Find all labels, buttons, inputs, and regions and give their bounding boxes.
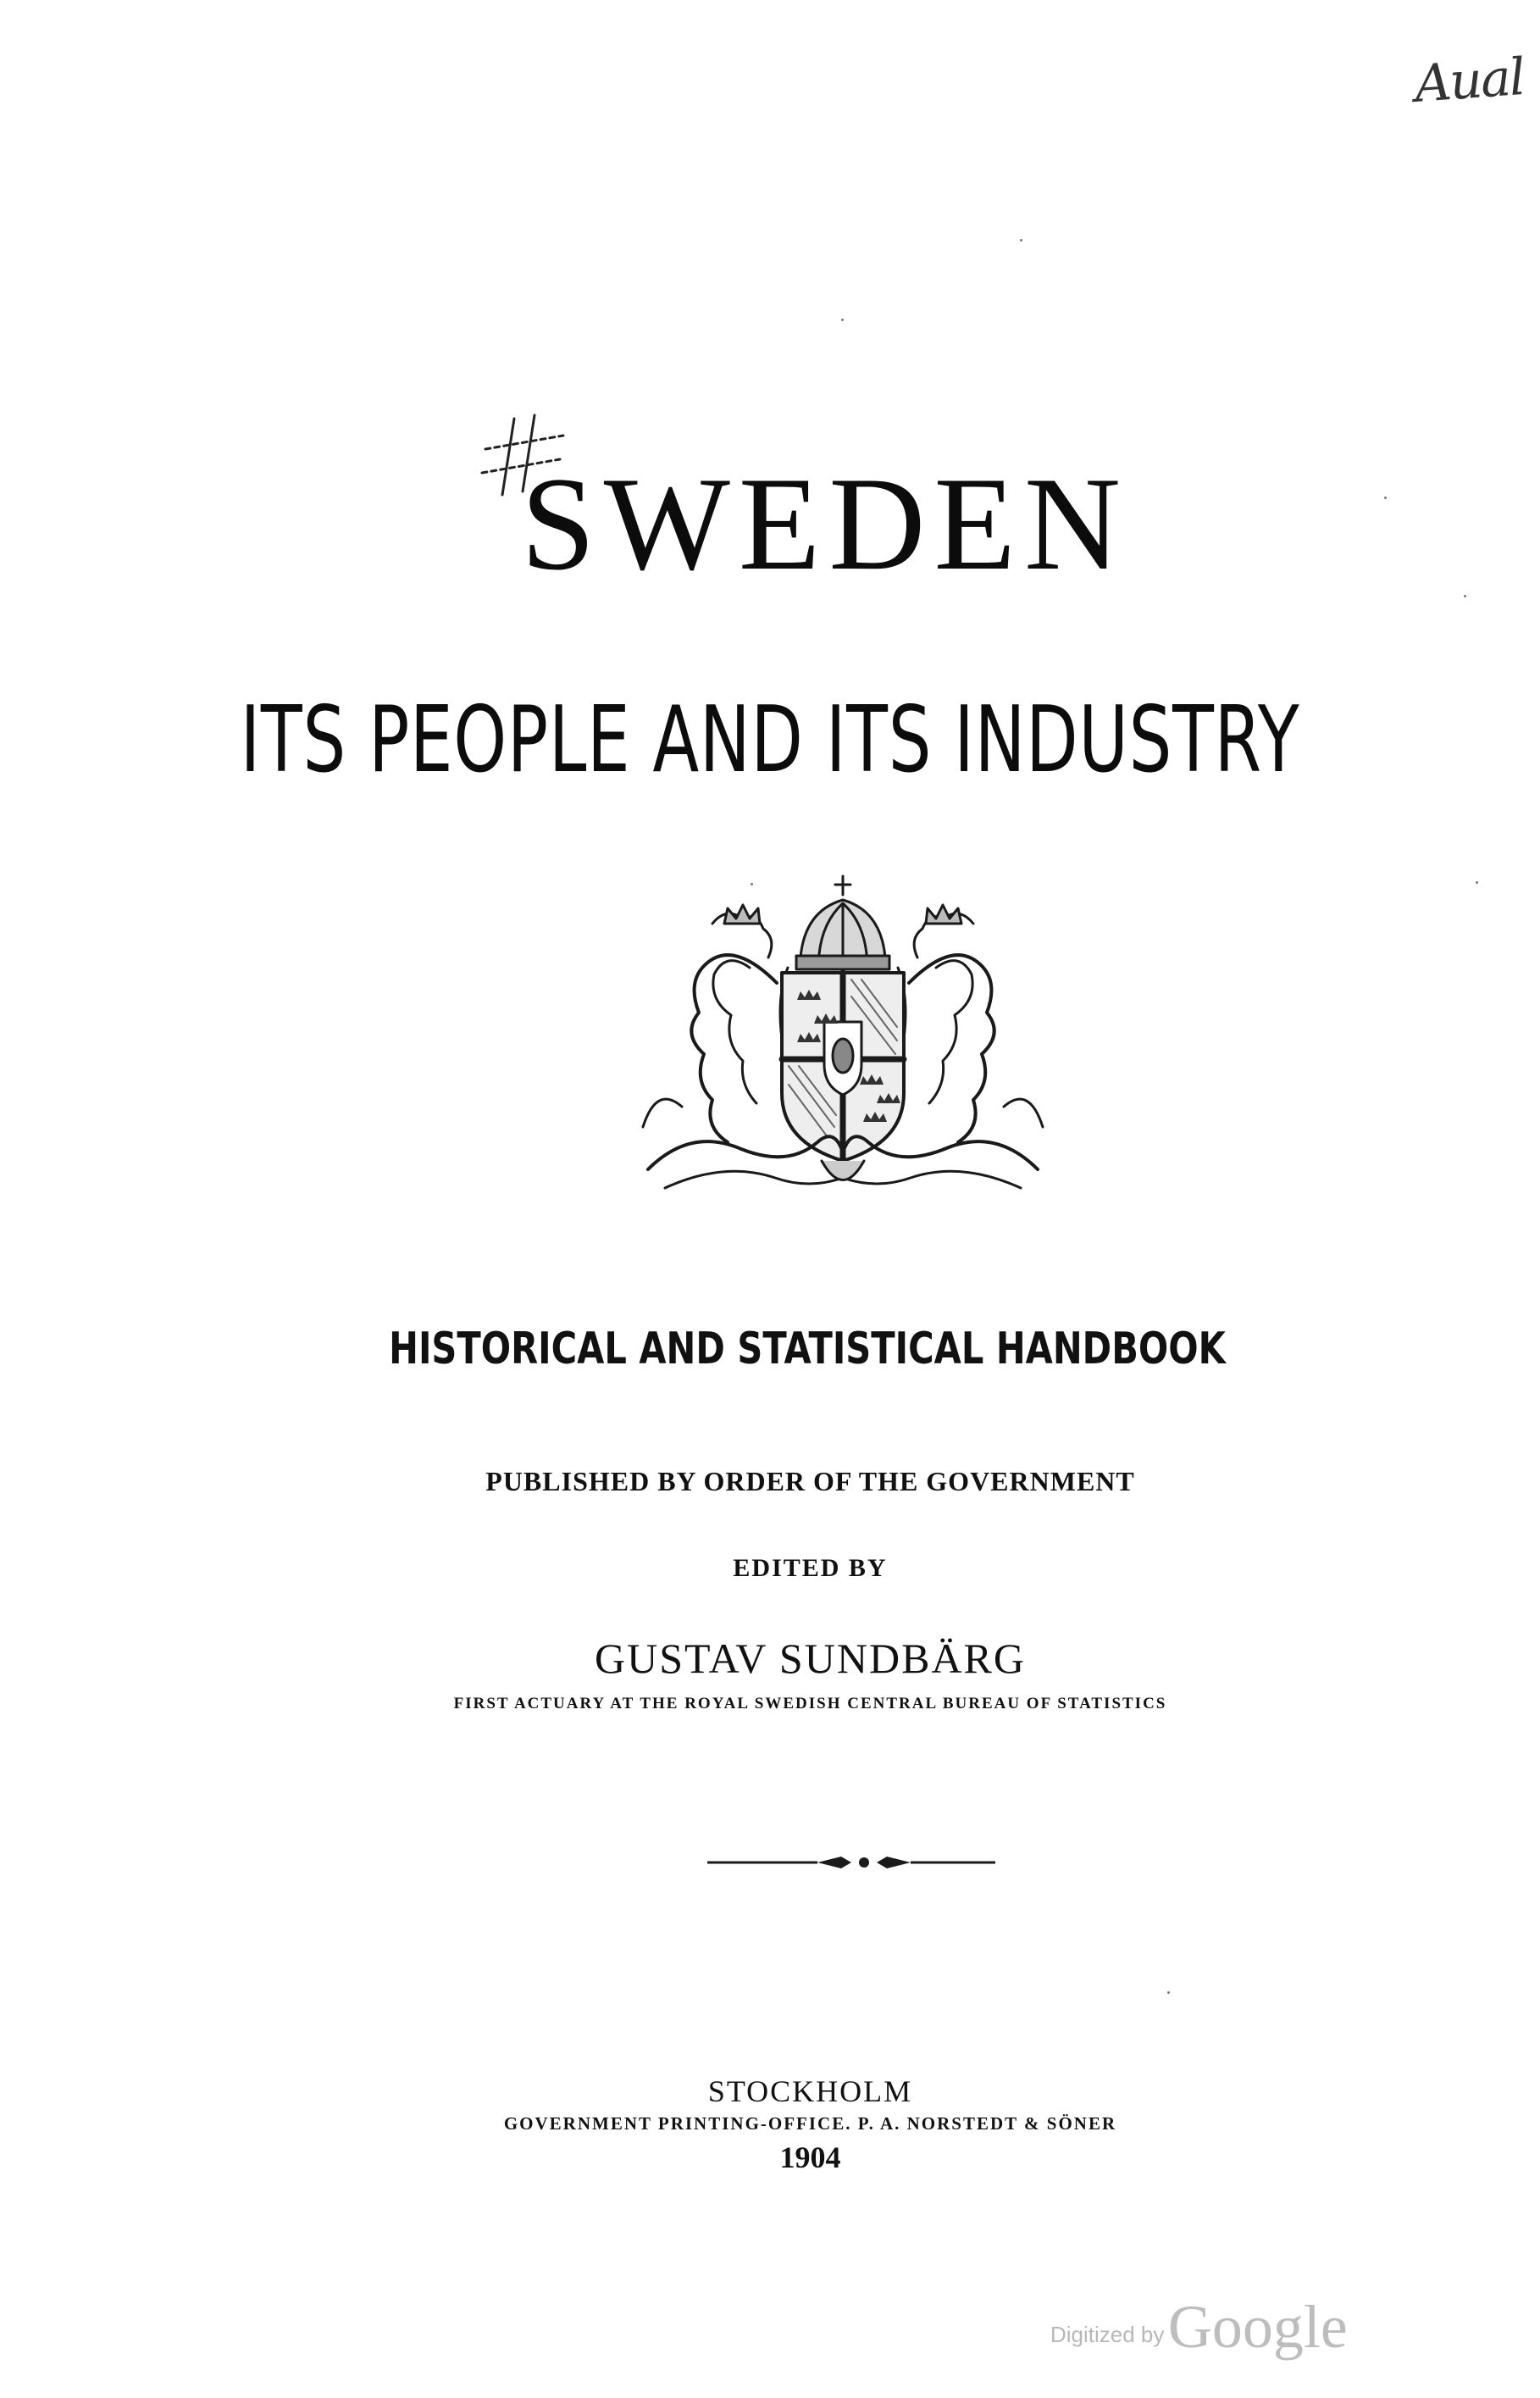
imprint-place: STOCKHOLM <box>707 2074 913 2108</box>
swedish-coat-of-arms-icon <box>631 873 1055 1199</box>
digitized-watermark <box>1050 2292 1348 2362</box>
watermark-prefix: Digitized by <box>1050 2322 1165 2347</box>
ornamental-rule-icon <box>707 1850 995 1875</box>
imprint-printer: GOVERNMENT PRINTING-OFFICE. P. A. NORSTEDT & SÖNER <box>503 2113 1117 2134</box>
page-title: SWEDEN <box>520 450 1130 598</box>
handbook-title: HISTORICAL AND STATISTICAL HANDBOOK <box>389 1324 1226 1374</box>
scan-speck <box>1464 595 1466 597</box>
page-subtitle: ITS PEOPLE AND ITS INDUSTRY <box>240 687 1300 793</box>
handwritten-note: Aual <box>1412 47 1526 114</box>
scan-speck <box>1384 497 1387 499</box>
scan-speck <box>1020 239 1022 241</box>
edited-by-line: EDITED BY <box>733 1554 888 1582</box>
watermark-brand: Google <box>1167 2293 1348 2361</box>
scan-speck <box>841 319 844 321</box>
editor-name: GUSTAV SUNDBÄRG <box>595 1635 1026 1682</box>
published-by-line: PUBLISHED BY ORDER OF THE GOVERNMENT <box>485 1466 1135 1496</box>
scan-speck <box>751 883 753 885</box>
imprint-year: 1904 <box>779 2140 841 2174</box>
scan-speck <box>1476 881 1478 884</box>
editor-role: FIRST ACTUARY AT THE ROYAL SWEDISH CENTRAL BUREAU OF STATISTICS <box>453 1695 1167 1712</box>
scan-speck <box>1167 1991 1170 1994</box>
